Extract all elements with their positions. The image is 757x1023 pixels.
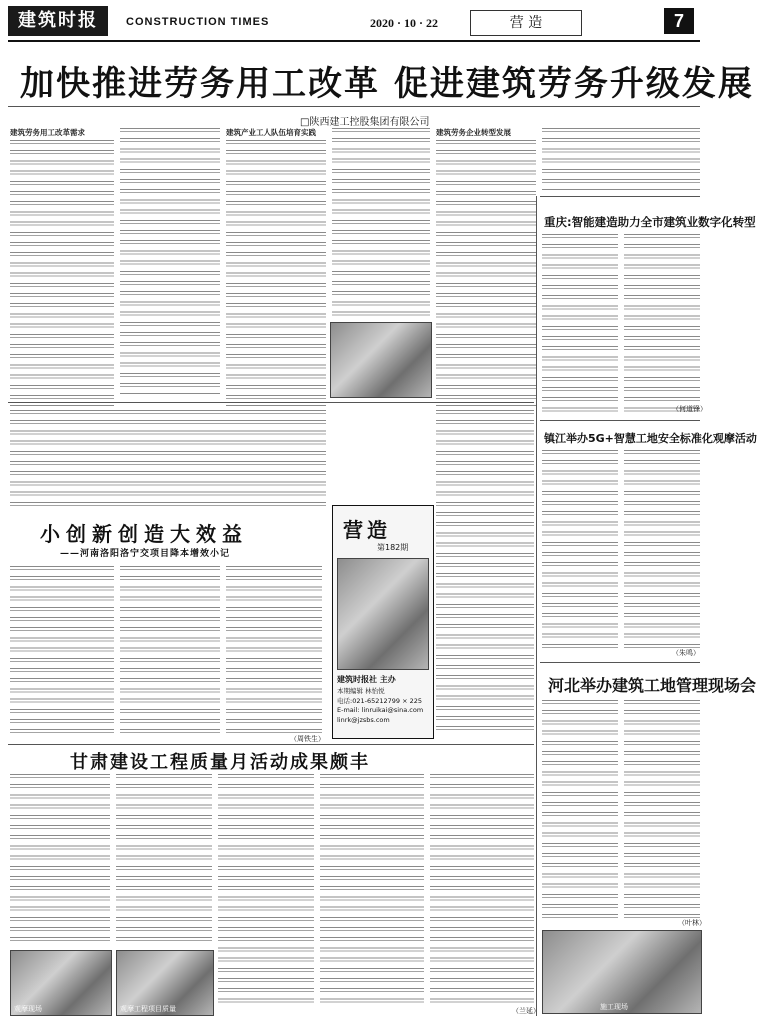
main-lead-2: 建筑产业工人队伍培育实践 xyxy=(226,128,316,137)
text-block xyxy=(436,410,534,736)
xiaochuangxin-title: 小创新创造大效益 xyxy=(40,522,248,546)
photo-caption-2: 观摩工程项目质量 xyxy=(120,1005,176,1013)
hebei-col-2 xyxy=(624,700,700,920)
yingzao-box-email: E-mail: linruikai@sina.com xyxy=(337,706,424,714)
yingzao-photo xyxy=(337,558,429,670)
text-block xyxy=(10,140,114,408)
chongqing-col-1 xyxy=(542,234,618,414)
text-block xyxy=(436,140,536,408)
xiaochuangxin-subtitle: ——河南洛阳洛宁交项目降本增效小记 xyxy=(60,549,231,559)
text-block xyxy=(120,128,220,396)
text-block xyxy=(116,774,212,944)
gansu-col-5 xyxy=(430,774,534,1004)
text-block xyxy=(624,700,700,920)
gansu-title: 甘肃建设工程质量月活动成果颇丰 xyxy=(70,752,370,773)
section-label: 营 造 xyxy=(470,10,582,36)
text-block xyxy=(542,450,618,650)
section-rule xyxy=(8,744,534,745)
middle-right-col xyxy=(436,410,534,736)
chongqing-credit: （何道锋） xyxy=(672,405,707,413)
newspaper-logo: 建筑时报 xyxy=(8,6,108,36)
headline-rule xyxy=(8,106,700,107)
text-block xyxy=(542,128,700,190)
photo-caption-1: 观摩现场 xyxy=(14,1005,42,1013)
xiaochuangxin-col-2 xyxy=(120,566,220,736)
xiaochuangxin-credit: （周铁生） xyxy=(290,735,325,743)
zhenjiang-title: 镇江举办5G+智慧工地安全标准化观摩活动 xyxy=(544,432,757,445)
newspaper-name-en: CONSTRUCTION TIMES xyxy=(126,16,270,28)
text-block xyxy=(218,774,314,1004)
main-article-col-6 xyxy=(542,128,700,190)
zhenjiang-col-1 xyxy=(542,450,618,650)
main-article-continuation xyxy=(10,410,326,510)
yingzao-box xyxy=(332,505,434,739)
gansu-col-1 xyxy=(10,774,110,944)
section-rule xyxy=(8,402,534,403)
text-block xyxy=(320,774,424,1004)
gansu-col-4 xyxy=(320,774,424,1004)
gansu-col-2 xyxy=(116,774,212,944)
chongqing-title: 重庆:智能建造助力全市建筑业数字化转型 xyxy=(544,215,756,229)
text-block xyxy=(624,450,700,650)
text-block xyxy=(10,410,326,510)
gansu-col-3 xyxy=(218,774,314,1004)
issue-date: 2020 · 10 · 22 xyxy=(370,16,439,30)
text-block xyxy=(120,566,220,736)
main-article-col-1 xyxy=(10,128,114,396)
masthead-rule xyxy=(8,40,700,42)
main-article-col-2 xyxy=(120,128,220,396)
main-article-col-5 xyxy=(436,128,536,396)
section-rule xyxy=(540,196,700,197)
main-lead-3: 建筑劳务企业转型发展 xyxy=(436,128,511,137)
hebei-credit: （叶林） xyxy=(678,919,706,927)
text-block xyxy=(624,234,700,414)
section-rule xyxy=(540,420,700,421)
worker-photo xyxy=(330,322,432,398)
column-separator xyxy=(536,196,537,1016)
yingzao-box-title: 营造 xyxy=(343,518,391,542)
yingzao-box-host: 本期编辑 林怡悦 xyxy=(337,687,385,695)
masthead xyxy=(0,0,708,40)
xiaochuangxin-col-1 xyxy=(10,566,114,736)
yingzao-box-phone: 电话:021-65212799 × 225 xyxy=(337,697,423,705)
yingzao-box-editor: 建筑时报社 主办 xyxy=(337,675,396,684)
text-block xyxy=(542,700,618,920)
gansu-credit: （兰延） xyxy=(512,1007,540,1015)
text-block xyxy=(542,234,618,414)
main-byline: □陕西建工控股集团有限公司 xyxy=(300,117,430,128)
text-block xyxy=(430,774,534,1004)
photo-caption-3: 施工现场 xyxy=(600,1003,628,1011)
zhenjiang-col-2 xyxy=(624,450,700,650)
page-number: 7 xyxy=(664,8,694,34)
main-headline: 加快推进劳务用工改革 促进建筑劳务升级发展 xyxy=(20,64,754,104)
yingzao-box-issue: 第182期 xyxy=(377,543,409,552)
main-lead-1: 建筑劳务用工改革需求 xyxy=(10,128,85,137)
hebei-title: 河北举办建筑工地管理现场会 xyxy=(548,676,757,695)
xiaochuangxin-col-3 xyxy=(226,566,322,736)
main-article-col-3 xyxy=(226,128,326,396)
hebei-col-1 xyxy=(542,700,618,920)
zhenjiang-credit: （朱鸣） xyxy=(672,649,700,657)
text-block xyxy=(226,566,322,736)
yingzao-box-email2: linrk@jzsbs.com xyxy=(337,716,390,724)
text-block xyxy=(10,774,110,944)
text-block xyxy=(10,566,114,736)
chongqing-col-2 xyxy=(624,234,700,414)
section-rule xyxy=(540,662,700,663)
text-block xyxy=(226,140,326,408)
